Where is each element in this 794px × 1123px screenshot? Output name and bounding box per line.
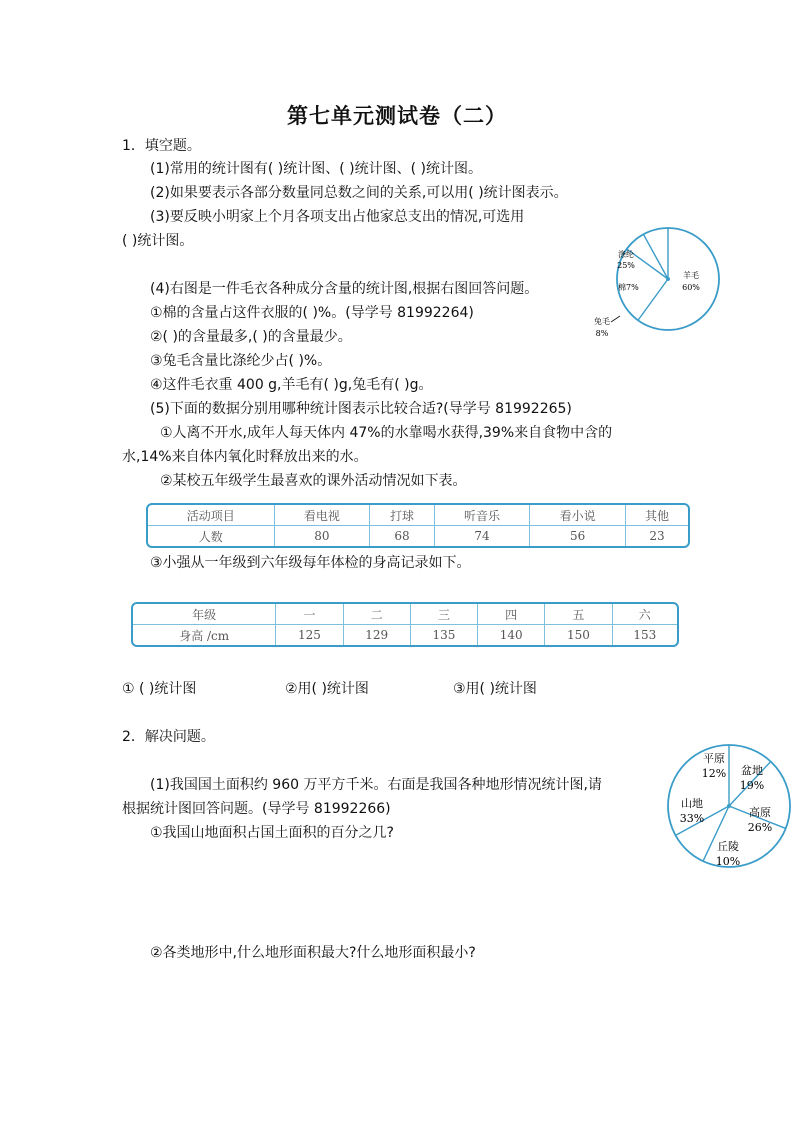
- table-cell: 80: [275, 526, 371, 546]
- pie1-value-rabbit: 8%: [595, 329, 609, 338]
- q1-line-2: (2)如果要表示各部分数量同总数之间的关系,可以用( )统计图表示。: [150, 185, 568, 201]
- answer-1: ① ( )统计图: [122, 681, 197, 697]
- table-header-cell: 活动项目: [148, 505, 275, 526]
- pie1-center-dot: [666, 277, 670, 281]
- table-cell: 身高 /cm: [133, 625, 276, 645]
- table-cell: 56: [530, 526, 626, 546]
- q1-line-3b: ( )统计图。: [122, 233, 194, 249]
- answer-2: ②用( )统计图: [285, 681, 369, 697]
- terrain-pie-chart: [664, 740, 794, 872]
- pie2-label-mountain: 山地: [681, 797, 703, 810]
- table-cell: 140: [478, 625, 545, 645]
- table-header-cell: 四: [478, 604, 545, 625]
- q1-line-5-2: ②某校五年级学生最喜欢的课外活动情况如下表。: [160, 473, 467, 489]
- table-header-cell: 看小说: [530, 505, 626, 526]
- table-cell: 150: [545, 625, 612, 645]
- q1-line-5-1a: ①人离不开水,成年人每天体内 47%的水靠喝水获得,39%来自食物中含的: [160, 425, 613, 441]
- table-header-cell: 一: [276, 604, 343, 625]
- q2-heading: 2．解决问题。: [122, 729, 215, 745]
- table-cell: 129: [344, 625, 411, 645]
- table-header-cell: 六: [613, 604, 677, 625]
- table-header-cell: 其他: [626, 505, 688, 526]
- page-title: 第七单元测试卷（二）: [287, 104, 507, 128]
- pie2-value-plain: 12%: [701, 767, 727, 780]
- q2-line-1b: 根据统计图回答问题。(导学号 81992266): [122, 801, 391, 817]
- q2-line-1a: (1)我国国土面积约 960 万平方千米。右面是我国各种地形情况统计图,请: [150, 777, 602, 793]
- pie1-label-rabbit: 兔毛: [594, 317, 610, 326]
- height-table: [131, 602, 679, 647]
- q1-line-4-1: ①棉的含量占这件衣服的( )%。(导学号 81992264): [150, 305, 474, 321]
- q1-line-4-4: ④这件毛衣重 400 g,羊毛有( )g,兔毛有( )g。: [150, 377, 433, 393]
- pie1-value-wool: 60%: [682, 283, 700, 292]
- q1-heading: 1．填空题。: [122, 138, 201, 154]
- pie2-label-basin: 盆地: [741, 764, 763, 777]
- table-row: [148, 505, 688, 526]
- pie1-label-polyester: 涤纶: [618, 250, 634, 259]
- pie2-value-basin: 19%: [739, 779, 765, 792]
- table-cell: 74: [435, 526, 531, 546]
- sweater-composition-pie-chart: [590, 222, 730, 342]
- table-row: [133, 604, 677, 625]
- pie2-value-mountain: 33%: [679, 812, 705, 825]
- table-header-cell: 三: [411, 604, 478, 625]
- pie2-label-hills: 丘陵: [717, 840, 739, 853]
- table-row: [148, 526, 688, 546]
- pie2-value-plateau: 26%: [747, 821, 773, 834]
- table-cell: 人数: [148, 526, 275, 546]
- table-header-cell: 听音乐: [435, 505, 531, 526]
- pie1-leader-line: [611, 316, 620, 322]
- table-row: [133, 625, 677, 645]
- q1-line-4-3: ③兔毛含量比涤纶少占( )%。: [150, 353, 332, 369]
- q2-line-1-1: ①我国山地面积占国土面积的百分之几?: [150, 825, 394, 841]
- table-cell: 23: [649, 529, 665, 543]
- q1-line-5-1b: 水,14%来自体内氧化时释放出来的水。: [122, 449, 368, 465]
- pie1-label-wool: 羊毛: [683, 271, 699, 280]
- pie2-label-plateau: 高原: [749, 806, 771, 819]
- q1-line-4-2: ②( )的含量最多,( )的含量最少。: [150, 329, 352, 345]
- q1-line-5-3: ③小强从一年级到六年级每年体检的身高记录如下。: [150, 555, 471, 571]
- table-cell: 68: [370, 526, 435, 546]
- table-header-cell: 二: [344, 604, 411, 625]
- q1-line-3a: (3)要反映小明家上个月各项支出占他家总支出的情况,可选用: [150, 209, 525, 225]
- q1-line-5: (5)下面的数据分别用哪种统计图表示比较合适?(导学号 81992265): [150, 401, 572, 417]
- pie2-center-dot: [727, 804, 731, 808]
- q1-line-4: (4)右图是一件毛衣各种成分含量的统计图,根据右图回答问题。: [150, 281, 539, 297]
- table-cell: 135: [411, 625, 478, 645]
- activity-table: [146, 503, 690, 548]
- pie1-value-polyester: 25%: [617, 261, 635, 270]
- q1-line-1: (1)常用的统计图有( )统计图、( )统计图、( )统计图。: [150, 161, 482, 177]
- table-header-cell: 看电视: [275, 505, 371, 526]
- table-header-cell: 五: [545, 604, 612, 625]
- table-header-cell: 打球: [370, 505, 435, 526]
- q2-line-1-2: ②各类地形中,什么地形面积最大?什么地形面积最小?: [150, 945, 476, 961]
- pie2-value-hills: 10%: [715, 855, 741, 868]
- table-header-cell: 年级: [133, 604, 276, 625]
- answer-3: ③用( )统计图: [453, 681, 537, 697]
- pie1-label-cotton: 棉7%: [618, 283, 639, 292]
- table-cell: 125: [276, 625, 343, 645]
- table-cell: 153: [633, 628, 657, 642]
- pie2-label-plain: 平原: [703, 752, 725, 765]
